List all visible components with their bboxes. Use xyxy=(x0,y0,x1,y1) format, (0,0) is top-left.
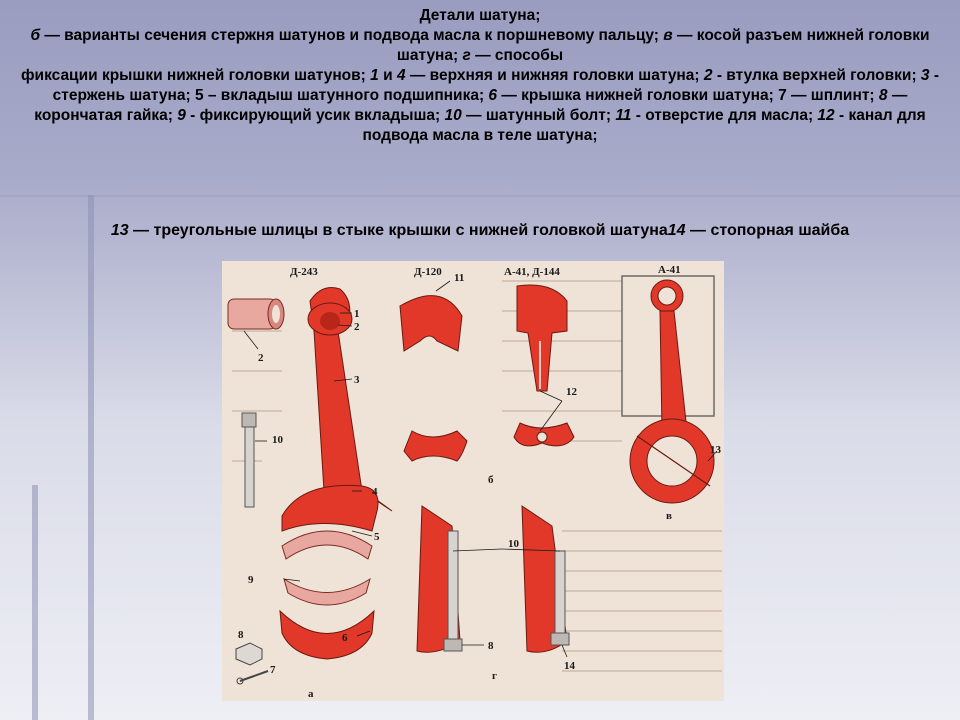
label-10-g: 10 xyxy=(508,538,519,550)
caption-key: 1 xyxy=(370,67,379,84)
bearing-shell-part xyxy=(282,531,372,605)
caption-part: - втулка верхней головки; xyxy=(712,67,921,84)
label-2: 2 xyxy=(354,321,360,333)
caption-key: 14 xyxy=(667,222,686,239)
caption-part: — крышка нижней головки шатуна; 7 — шплинт; xyxy=(497,87,879,104)
rod-section-d120 xyxy=(400,296,467,461)
label-14: 14 xyxy=(564,660,575,672)
caption-part: - канал для подвода масла в теле шатуна; xyxy=(362,107,926,144)
label-8-g: 8 xyxy=(488,640,494,652)
figure-drawing xyxy=(222,261,724,701)
label-13: 13 xyxy=(710,444,721,456)
caption-key: 12 xyxy=(817,107,835,124)
label-8: 8 xyxy=(238,629,244,641)
oblique-split-rod xyxy=(622,276,714,503)
connecting-rod-figure xyxy=(222,261,724,701)
caption-part: — косой разъем нижней головки шатуна; xyxy=(396,27,930,64)
label-d120: Д-120 xyxy=(414,266,442,278)
caption-part: — способы xyxy=(470,47,564,64)
caption-part: — верхняя и нижняя головки шатуна; xyxy=(405,67,704,84)
caption-key: в xyxy=(663,27,673,44)
label-11: 11 xyxy=(454,272,465,284)
figure-caption xyxy=(20,6,940,146)
cap-fixing-variants xyxy=(417,506,569,652)
caption-title: Детали шатуна; xyxy=(419,7,541,24)
label-v: в xyxy=(666,510,672,522)
caption-key: 3 xyxy=(920,67,930,84)
caption-key: 11 xyxy=(615,107,632,124)
decorative-bar xyxy=(0,195,960,197)
caption-key: 10 xyxy=(444,107,462,124)
label-7: 7 xyxy=(270,664,276,676)
caption-text xyxy=(20,26,940,146)
decorative-bar xyxy=(88,195,94,720)
caption-key: 8 xyxy=(878,87,888,104)
caption-key: 9 xyxy=(177,107,186,124)
label-12: 12 xyxy=(566,386,577,398)
label-d243: Д-243 xyxy=(290,266,318,278)
label-9: 9 xyxy=(248,574,254,586)
caption-part: - отверстие для масла; xyxy=(631,107,818,124)
label-a41-d144: А-41, Д-144 xyxy=(504,266,560,278)
caption-part: — стопорная шайба xyxy=(685,222,850,239)
caption-key: б xyxy=(30,27,41,44)
caption-key: 2 xyxy=(703,67,713,84)
caption-part: — шатунный болт; xyxy=(461,107,616,124)
label-3: 3 xyxy=(354,374,360,386)
label-b: б xyxy=(488,474,494,486)
label-a: а xyxy=(308,688,314,700)
label-2-bushing: 2 xyxy=(258,352,264,364)
caption-part: фиксации крышки нижней головки шатунов; xyxy=(20,67,371,84)
caption-part: — треугольные шлицы в стыке крышки с нижней головкой шатуна xyxy=(128,222,668,239)
nut-and-cotter-part xyxy=(236,643,268,684)
label-10: 10 xyxy=(272,434,283,446)
caption-key: г xyxy=(462,47,471,64)
caption-part: - фиксирующий усик вкладыша; xyxy=(185,107,445,124)
label-4: 4 xyxy=(372,486,378,498)
caption-key: 4 xyxy=(396,67,406,84)
caption-part: — варианты сечения стержня шатунов и подвода масла к поршневому пальцу; xyxy=(40,27,664,44)
decorative-bar xyxy=(32,485,38,720)
caption-key: 6 xyxy=(488,87,498,104)
label-a41: А-41 xyxy=(658,264,681,276)
label-1: 1 xyxy=(354,308,360,320)
caption-part: - стержень шатуна; 5 – вкладыш шатунного подшипника; xyxy=(52,67,940,104)
caption-part: — корончатая гайка; xyxy=(34,87,908,124)
caption-part: и xyxy=(378,67,397,84)
label-g: г xyxy=(492,670,497,682)
rod-section-a41 xyxy=(514,285,574,446)
caption-line-13 xyxy=(0,222,960,240)
caption-key: 13 xyxy=(110,222,129,239)
label-5: 5 xyxy=(374,531,380,543)
label-6: 6 xyxy=(342,632,348,644)
bushing-part xyxy=(228,299,284,329)
